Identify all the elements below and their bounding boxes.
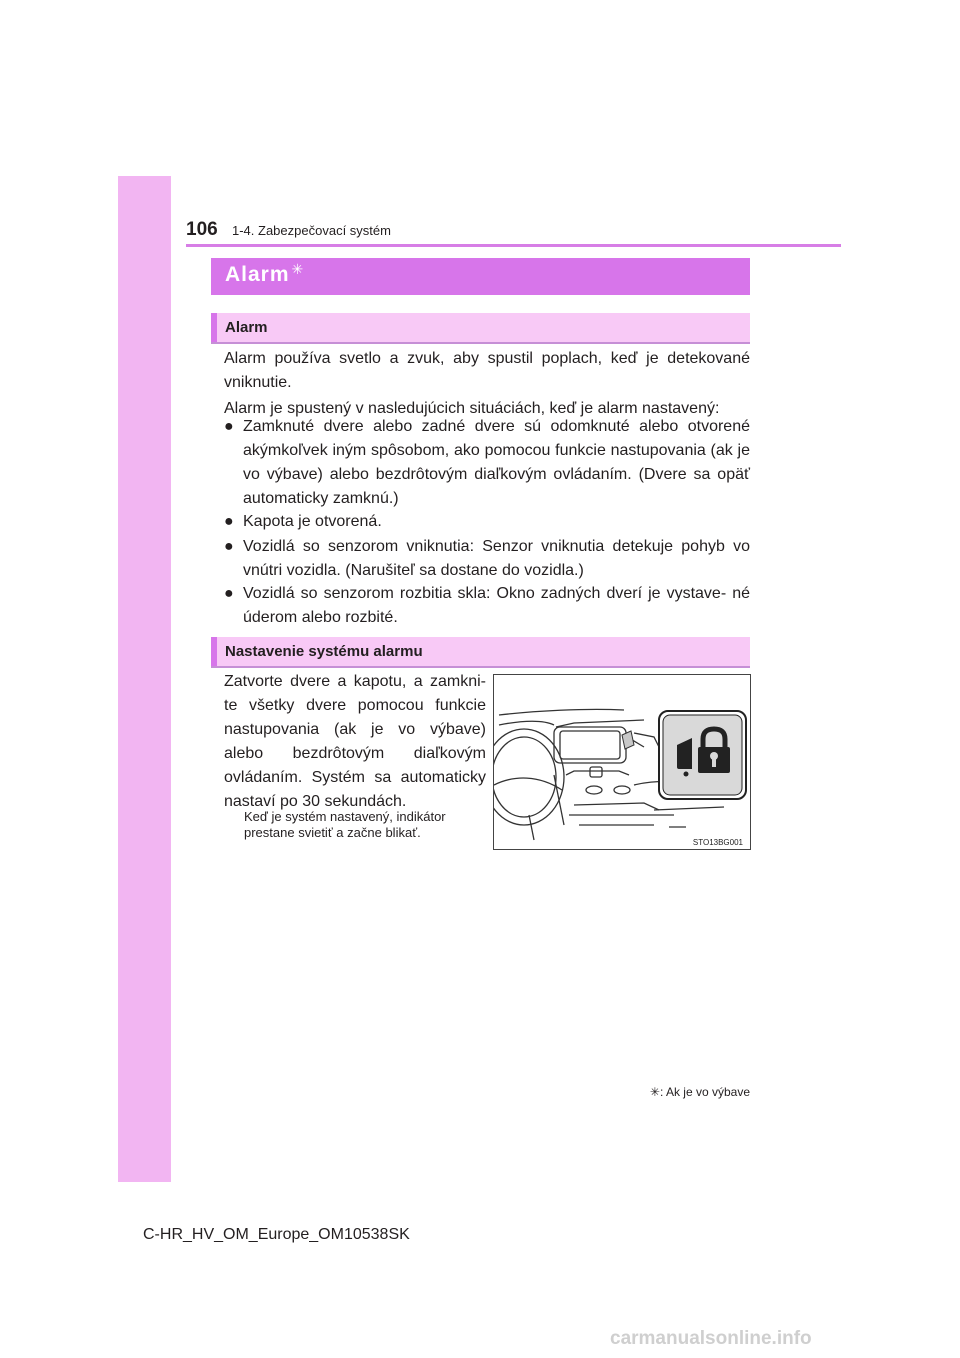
footnote-star-icon: ✳ — [649, 1085, 660, 1099]
section-reference: 1-4. Zabezpečovací systém — [232, 223, 391, 238]
trigger-intro: Alarm je spustený v nasledujúcich situáciách, keď je alarm nastavený: — [224, 400, 720, 417]
subheading-text: Alarm — [225, 319, 268, 336]
bullet-item: Vozidlá so senzorom vniknutia: Senzor vniknutia detekuje pohyb vo vnútri vozidla. (Narušiteľ sa dostane do vozidla.) — [243, 538, 750, 579]
side-tab — [118, 176, 171, 1182]
setting-instruction: Zatvorte dvere a kapotu, a zamkni- te všetky dvere pomocou funkcie nastupovania (ak je vo výbave) alebo bezdrôtovým diaľkovým ovládaním. Systém sa automaticky nastaví po 30 sekundách. — [224, 673, 486, 810]
subheading-alarm — [211, 313, 750, 344]
indicator-note — [244, 809, 484, 841]
optional-star-icon: ✳ — [291, 261, 305, 277]
footnote-text: : Ak je vo výbave — [659, 1085, 750, 1099]
subheading-text: Nastavenie systému alarmu — [225, 643, 423, 660]
watermark: carmanualsonline.info — [610, 1328, 812, 1349]
note-line: Keď je systém nastavený, indikátor — [244, 809, 446, 824]
page-title — [225, 263, 304, 287]
header-rule — [186, 244, 841, 247]
note-line: prestane svietiť a začne blikať. — [244, 825, 421, 840]
bullet-item: Zamknuté dvere alebo zadné dvere sú odomknuté alebo otvorené akýmkoľvek iným spôsobom, ako pomocou funkcie nastupovania (ak je vo výbave) alebo bezdrôtovým diaľkovým ovládaním. (Dvere sa opäť automaticky zamknú.) — [243, 418, 750, 507]
footnote — [640, 1085, 750, 1099]
bullet-item: Kapota je otvorená. — [243, 513, 382, 530]
title-bar — [211, 258, 750, 295]
bullet-icon: ● — [224, 538, 234, 555]
dashboard-illustration — [493, 674, 751, 850]
bullet-icon: ● — [224, 513, 234, 530]
figure-code: STO13BG001 — [692, 838, 743, 847]
intro-paragraph: Alarm používa svetlo a zvuk, aby spustil poplach, keď je detekované vniknutie. — [224, 350, 750, 391]
page-number: 106 — [186, 219, 218, 240]
dashboard-drawing — [494, 675, 750, 849]
bullet-icon: ● — [224, 418, 234, 435]
manual-code: C-HR_HV_OM_Europe_OM10538SK — [143, 1226, 410, 1243]
subheading-marker — [211, 637, 217, 666]
bullet-item: Vozidlá so senzorom rozbitia skla: Okno zadných dverí je vystave- né úderom alebo rozbité. — [243, 585, 750, 626]
title-text: Alarm — [225, 263, 290, 286]
subheading-setting — [211, 637, 750, 668]
bullet-icon: ● — [224, 585, 234, 602]
subheading-marker — [211, 313, 217, 342]
